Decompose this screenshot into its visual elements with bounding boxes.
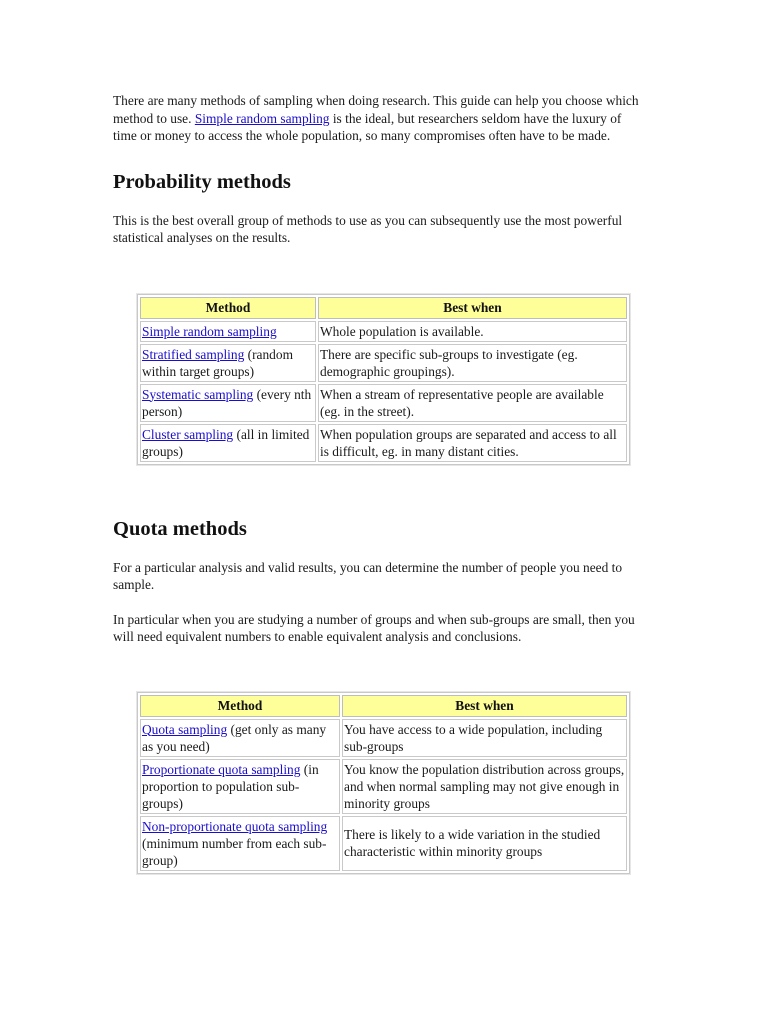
method-cell	[140, 384, 316, 422]
method-note: (get only as many as you need)	[142, 721, 327, 754]
document-page	[113, 92, 643, 874]
quota-methods-description-2: In particular when you are studying a number of groups and when sub-groups are small, then you will need equivalent numbers to enable equivalent analysis and conclusions.	[113, 611, 635, 644]
non-proportionate-quota-sampling-link[interactable]: Non-proportionate quota sampling	[142, 818, 328, 834]
simple-random-sampling-link[interactable]: Simple random sampling	[194, 110, 330, 126]
method-note: (minimum number from each sub-group)	[142, 835, 327, 868]
method-note: (all in limited groups)	[142, 426, 310, 459]
best-when-column-header: Best when	[342, 695, 627, 717]
method-note: (random within target groups)	[142, 346, 293, 379]
proportionate-quota-sampling-link[interactable]: Proportionate quota sampling	[142, 761, 301, 777]
table-row	[140, 719, 627, 757]
best-when-cell: Whole population is available.	[318, 321, 627, 342]
cluster-sampling-link[interactable]: Cluster sampling	[142, 426, 234, 442]
method-cell	[140, 424, 316, 462]
best-when-cell: There are specific sub-groups to investigate (eg. demographic groupings).	[318, 344, 627, 382]
quota-methods-table	[137, 692, 630, 874]
method-note: (in proportion to population sub-groups)	[142, 761, 319, 811]
probability-methods-description: This is the best overall group of methods to use as you can subsequently use the most powerful statistical analyses on the results.	[113, 212, 623, 245]
table-row	[140, 384, 627, 422]
intro-text-after: is the ideal, but researchers seldom have the luxury of time or money to access the whole population, so many compromises often have to be made.	[113, 110, 622, 143]
best-when-cell: There is likely to a wide variation in the studied characteristic within minority groups	[342, 816, 627, 871]
table-row	[140, 816, 627, 871]
quota-methods-description-1: For a particular analysis and valid results, you can determine the number of people you need to sample.	[113, 559, 623, 592]
method-cell	[140, 321, 316, 342]
stratified-sampling-link[interactable]: Stratified sampling	[142, 346, 245, 362]
method-cell	[140, 759, 340, 814]
best-when-cell: You have access to a wide population, including sub-groups	[342, 719, 627, 757]
method-note: (every nth person)	[142, 386, 312, 419]
best-when-cell: You know the population distribution across groups, and when normal sampling may not give enough in minority groups	[342, 759, 627, 814]
probability-methods-heading: Probability methods	[113, 170, 291, 193]
simple-random-sampling-row-link[interactable]: Simple random sampling	[142, 323, 277, 339]
method-cell	[140, 344, 316, 382]
method-column-header: Method	[140, 297, 316, 319]
table-row	[140, 759, 627, 814]
method-column-header: Method	[140, 695, 340, 717]
table-row	[140, 321, 627, 342]
quota-methods-heading: Quota methods	[113, 517, 247, 540]
method-cell	[140, 719, 340, 757]
method-cell	[140, 816, 340, 871]
table-row	[140, 344, 627, 382]
table-header-row	[140, 695, 627, 717]
table-header-row	[140, 297, 627, 319]
probability-methods-table	[137, 294, 630, 465]
table-row	[140, 424, 627, 462]
systematic-sampling-link[interactable]: Systematic sampling	[142, 386, 254, 402]
best-when-cell: When a stream of representative people are available (eg. in the street).	[318, 384, 627, 422]
best-when-column-header: Best when	[318, 297, 627, 319]
best-when-cell: When population groups are separated and access to all is difficult, eg. in many distant cities.	[318, 424, 627, 462]
quota-sampling-link[interactable]: Quota sampling	[142, 721, 228, 737]
intro-paragraph	[113, 92, 643, 145]
intro-text-before: There are many methods of sampling when doing research. This guide can help you choose which method to use.	[113, 93, 639, 126]
